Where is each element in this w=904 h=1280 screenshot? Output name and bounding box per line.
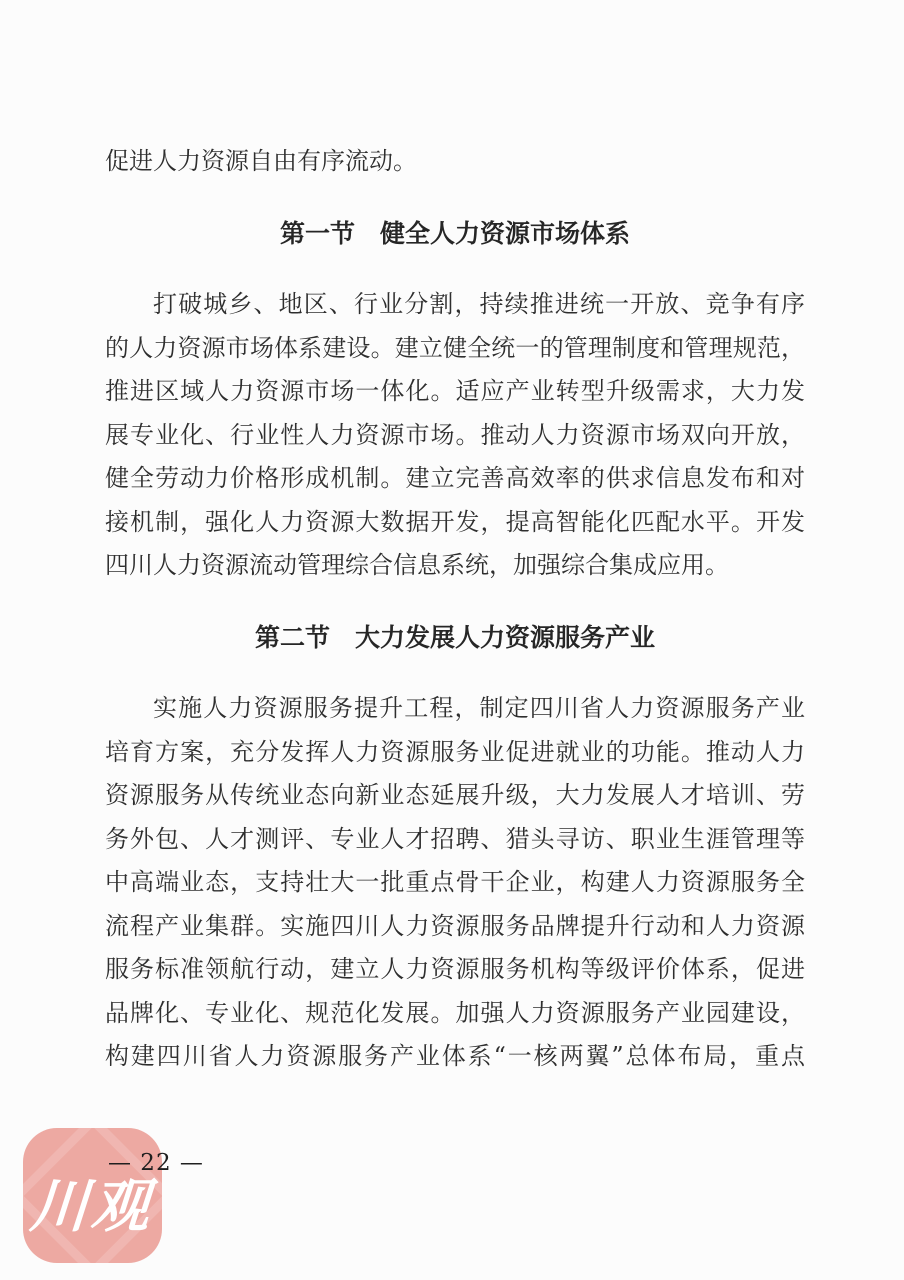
paragraph-line: 务外包、人才测评、专业人才招聘、猎头寻访、职业生涯管理等 [105, 824, 805, 853]
paragraph-line: 健全劳动力价格形成机制。建立完善高效率的供求信息发布和对 [105, 464, 805, 492]
paragraph-line: 接机制，强化人力资源大数据开发，提高智能化匹配水平。开发 [105, 507, 805, 536]
paragraph-line: 培育方案，充分发挥人力资源服务业促进就业的功能。推动人力 [105, 737, 805, 766]
section-heading-1: 第一节 健全人力资源市场体系 [279, 218, 630, 248]
paragraph-line: 的人力资源市场体系建设。建立健全统一的管理制度和管理规范， [105, 333, 805, 362]
paragraph-line: 实施人力资源服务提升工程，制定四川省人力资源服务产业 [153, 694, 805, 722]
paragraph-line: 构建四川省人力资源服务产业体系“一核两翼”总体布局，重点 [105, 1042, 805, 1070]
paragraph-line: 流程产业集群。实施四川人力资源服务品牌提升行动和人力资源 [105, 911, 805, 940]
paragraph-line: 促进人力资源自由有序流动。 [105, 147, 417, 175]
paragraph-line: 展专业化、行业性人力资源市场。推动人力资源市场双向开放， [105, 420, 805, 449]
paragraph-line: 打破城乡、地区、行业分割，持续推进统一开放、竞争有序 [153, 290, 805, 318]
paragraph-line: 资源服务从传统业态向新业态延展升级，大力发展人才培训、劳 [105, 781, 805, 809]
document-body [105, 140, 805, 1079]
paragraph-line: 推进区域人力资源市场一体化。适应产业转型升级需求，大力发 [105, 377, 805, 405]
paragraph-line: 品牌化、专业化、规范化发展。加强人力资源服务产业园建设， [105, 998, 805, 1027]
paragraph-line: 服务标准领航行动，建立人力资源服务机构等级评价体系，促进 [105, 955, 805, 983]
paragraph-line: 四川人力资源流动管理综合信息系统，加强综合集成应用。 [105, 551, 729, 579]
section-heading-2: 第二节 大力发展人力资源服务产业 [254, 622, 655, 652]
paragraph-line: 中高端业态，支持壮大一批重点骨干企业，构建人力资源服务全 [105, 868, 805, 896]
chuanguan-watermark-logo [23, 1128, 162, 1263]
logo-text: 川观 [28, 1171, 156, 1240]
page-number: — 22 — [108, 1150, 204, 1176]
